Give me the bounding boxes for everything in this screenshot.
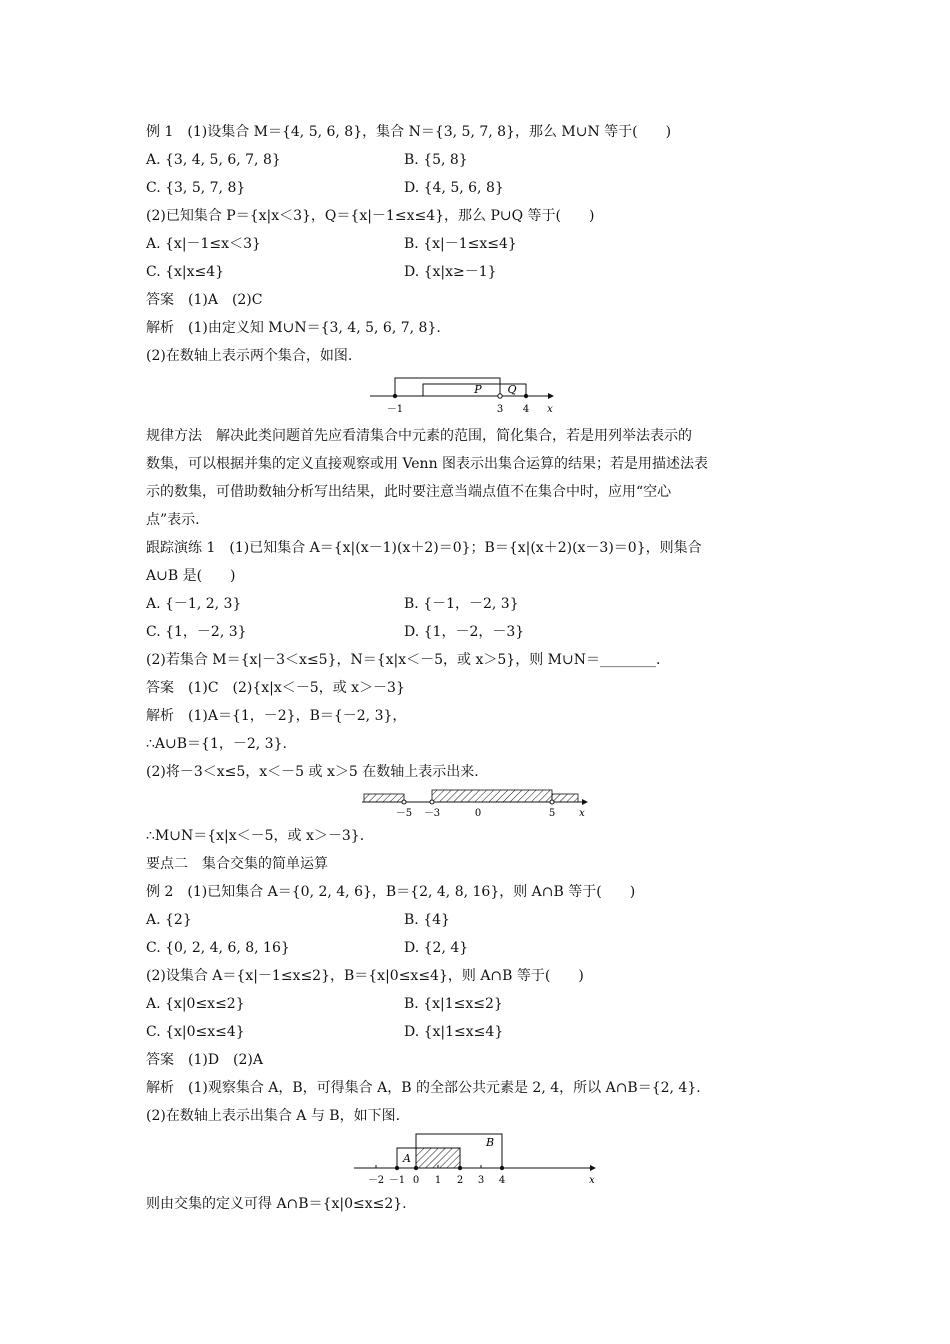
text-line: A. {－1, 2, 3} [146, 596, 242, 612]
text-line: 数集，可以根据并集的定义直接观察或用 Venn 图表示出集合运算的结果；若是用描述法表 [146, 456, 709, 472]
tick-label: 4 [498, 1175, 506, 1186]
text-line: ∴M∪N＝{x|x＜－5，或 x＞－3}. [146, 828, 365, 844]
number-line-figure-1 [360, 372, 560, 418]
tick-label: 0 [474, 808, 482, 819]
text-line: 答案 (1)D (2)A [146, 1052, 263, 1068]
label-B: B [485, 1136, 495, 1149]
text-line: B. {4} [404, 912, 450, 928]
tick-label: 4 [522, 404, 530, 415]
text-line: D. {x|1≤x≤4} [404, 1024, 504, 1040]
text-line: D. {4, 5, 6, 8} [404, 180, 504, 196]
text-line: (2)在数轴上表示两个集合，如图. [146, 348, 353, 364]
text-line: B. {x|1≤x≤2} [404, 996, 503, 1012]
text-line: A. {x|－1≤x＜3} [146, 236, 261, 252]
tick-label: 2 [456, 1175, 464, 1186]
text-line: 则由交集的定义可得 A∩B＝{x|0≤x≤2}. [146, 1196, 407, 1212]
tick-label: 3 [496, 404, 504, 415]
text-line: 例 2 (1)已知集合 A＝{0, 2, 4, 6}，B＝{2, 4, 8, 16}，则 A∩B 等于( ) [146, 884, 636, 900]
tick-label: －3 [423, 808, 441, 819]
tick-label: －5 [395, 808, 413, 819]
text-line: (2)设集合 A＝{x|－1≤x≤2}，B＝{x|0≤x≤4}，则 A∩B 等于( ) [146, 968, 584, 984]
text-line: (2)已知集合 P＝{x|x＜3}，Q＝{x|－1≤x≤4}，那么 P∪Q 等于( ) [146, 208, 595, 224]
text-line: D. {x|x≥－1} [404, 264, 497, 280]
text-line: A. {x|0≤x≤2} [146, 996, 245, 1012]
text-line: C. {x|0≤x≤4} [146, 1024, 245, 1040]
text-line: C. {1，－2, 3} [146, 624, 247, 640]
axis-label: x [547, 404, 553, 415]
text-line: 示的数集，可借助数轴分析写出结果，此时要注意当端点值不在集合中时，应用“空心 [146, 484, 672, 500]
axis-label: x [589, 1175, 595, 1186]
text-line: 答案 (1)A (2)C [146, 292, 263, 308]
text-line: B. {x|－1≤x≤4} [404, 236, 517, 252]
tick-label: －1 [388, 1175, 406, 1186]
text-line: 点”表示. [146, 512, 200, 528]
text-line: ∴A∪B＝{1，－2, 3}. [146, 736, 287, 752]
text-line: (2)在数轴上表示出集合 A 与 B，如下图. [146, 1108, 401, 1124]
text-line: B. {－1，－2, 3} [404, 596, 519, 612]
text-line: 跟踪演练 1 (1)已知集合 A＝{x|(x－1)(x＋2)＝0}；B＝{x|(x＋2)(x－3)＝0}，则集合 [146, 540, 702, 556]
tick-label: 1 [434, 1175, 442, 1186]
tick-label: 0 [412, 1175, 420, 1186]
text-line: C. {3, 5, 7, 8} [146, 180, 246, 196]
text-line: 例 1 (1)设集合 M＝{4, 5, 6, 8}，集合 N＝{3, 5, 7, 8}，那么 M∪N 等于( ) [146, 124, 672, 140]
label-P: P [474, 383, 482, 396]
text-line: 解析 (1)A＝{1，－2}，B＝{－2, 3}， [146, 708, 407, 724]
tick-label: 3 [477, 1175, 485, 1186]
text-line: 解析 (1)由定义知 M∪N＝{3, 4, 5, 6, 7, 8}. [146, 320, 441, 336]
axis-label: x [579, 808, 585, 819]
text-line: A. {3, 4, 5, 6, 7, 8} [146, 152, 281, 168]
tick-label: －1 [386, 404, 404, 415]
number-line-figure-2 [358, 784, 592, 824]
text-line: 要点二 集合交集的简单运算 [146, 856, 328, 872]
text-line: C. {x|x≤4} [146, 264, 225, 280]
number-line-figure-3 [350, 1130, 602, 1190]
text-line: 解析 (1)观察集合 A，B，可得集合 A，B 的全部公共元素是 2, 4，所以 A∩B＝{2, 4}. [146, 1080, 701, 1096]
text-line: (2)若集合 M＝{x|－3＜x≤5}，N＝{x|x＜－5，或 x＞5}，则 M∪N＝________. [146, 652, 661, 668]
label-Q: Q [507, 383, 517, 396]
text-line: D. {2, 4} [404, 940, 469, 956]
label-A: A [403, 1152, 411, 1165]
text-line: A∪B 是( ) [146, 568, 236, 584]
text-line: C. {0, 2, 4, 6, 8, 16} [146, 940, 290, 956]
text-line: (2)将－3＜x≤5，x＜－5 或 x＞5 在数轴上表示出来. [146, 764, 479, 780]
text-line: 答案 (1)C (2){x|x＜－5，或 x＞－3} [146, 680, 405, 696]
text-line: 规律方法 解决此类问题首先应看清集合中元素的范围，简化集合，若是用列举法表示的 [146, 428, 692, 444]
text-line: A. {2} [146, 912, 192, 928]
tick-label: －2 [367, 1175, 385, 1186]
text-line: B. {5, 8} [404, 152, 468, 168]
text-line: D. {1，－2，－3} [404, 624, 525, 640]
tick-label: 5 [548, 808, 556, 819]
